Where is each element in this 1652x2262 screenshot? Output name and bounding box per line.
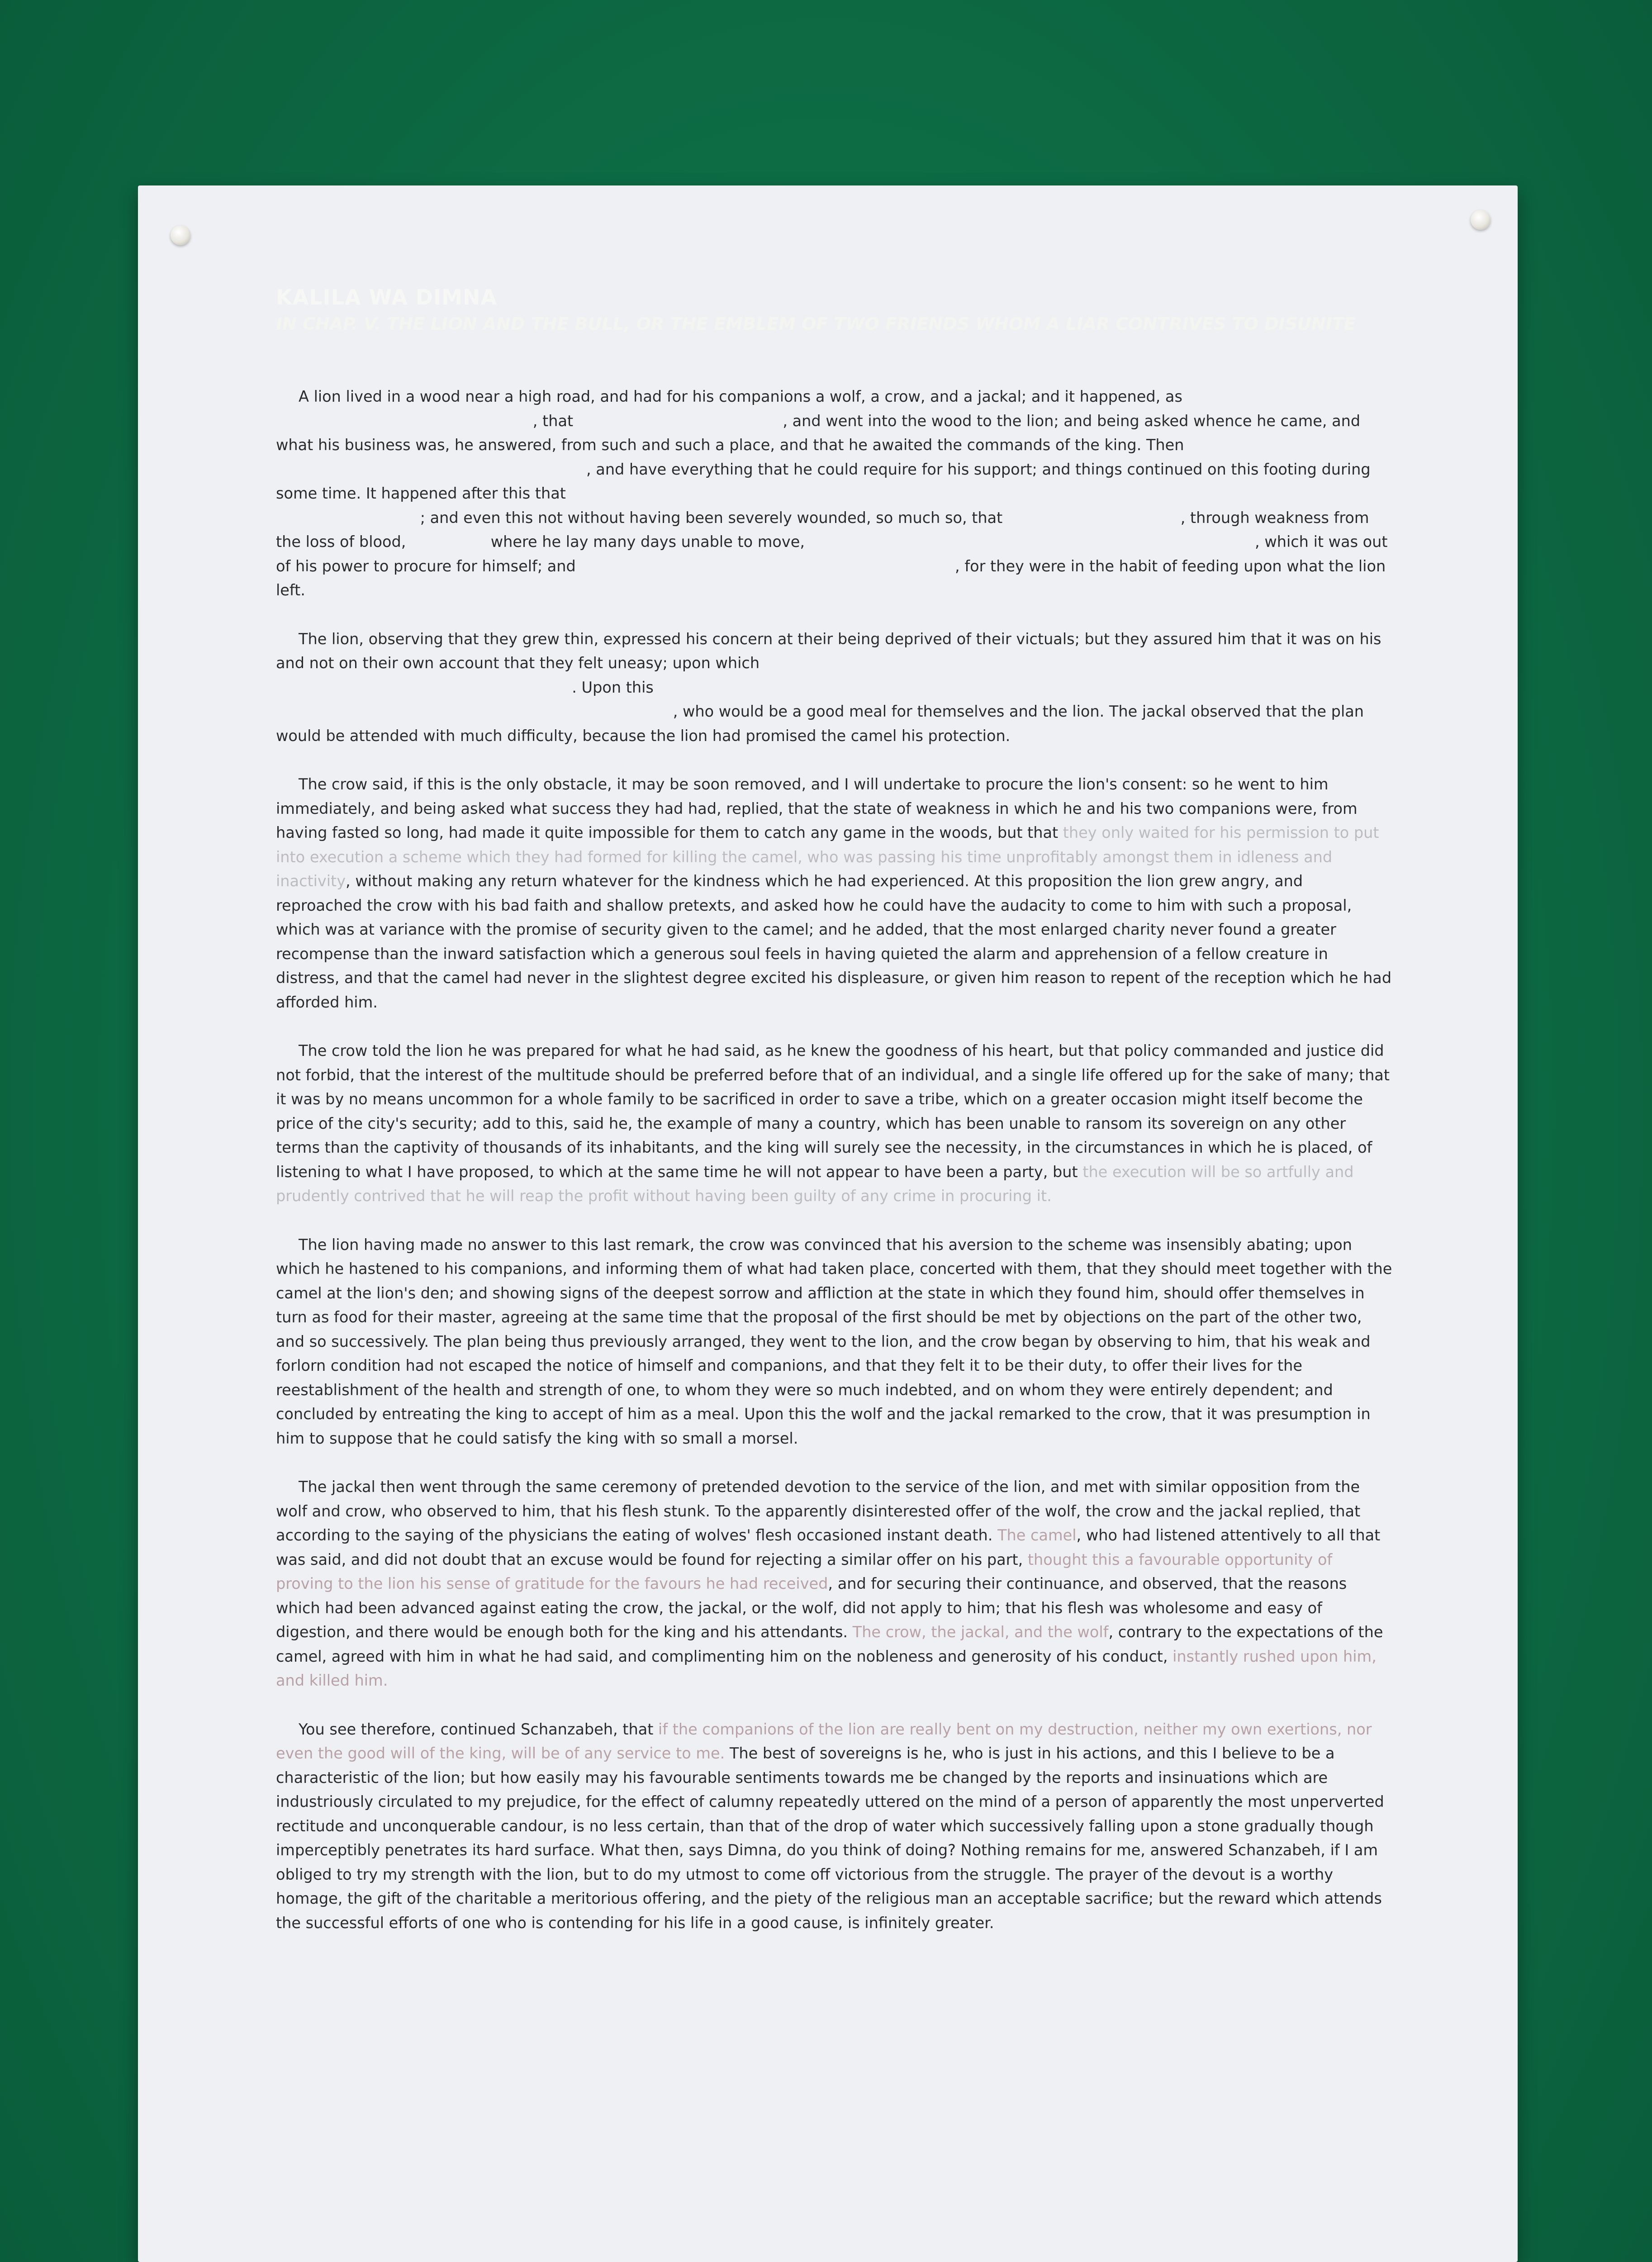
paragraph-text: The crow said, if this is the only obstacle, it may be soon removed, and I will undertake to procure the lion's consent: so he went to him immediately, and being asked what success they had had, replied, that the state of weakness in which he and his two companions were, from having fasted so long, had made it quite impossible for them to catch any game in the woods, but that <box>276 775 1358 841</box>
faded-text: to his den <box>411 533 486 551</box>
paragraph-text: , contrary to the expectations of the camel, agreed with him in what he had said, and complimenting him on the nobleness and generosity of his conduct, <box>276 1623 1383 1665</box>
paragraph-text: The crow told the lion he was prepared for what he had said, as he knew the goodness of his heart, but that policy commanded and justice did not forbid, that the interest of the multitude should be preferred before that of an individual, and a single life offered up for the sake of many; that it was by no means uncommon for a whole family to be sacrificed in order to save a tribe, which on a greater occasion might itself become the price of the city's security; add to this, said he, the example of many a country, which has been unable to ransom its sovereign on any other terms than the captivity of thousands of its inhabitants, and the king will surely see the necessity, in the circumstances in which he is placed, of listening to what I have proposed, to which at the same time he will not appear to have been a party, but <box>276 1042 1390 1181</box>
paragraph <box>276 1475 1393 1693</box>
paragraph <box>276 627 1393 748</box>
paragraph-text: , and have everything that he could require for his support; and things continued on this footing during some time. It happened after this that <box>276 460 1371 502</box>
faded-text: and to the great distress of his companions unable to hunt <box>809 533 1255 551</box>
paragraph-text: , and went into the wood to the lion; and being asked whence he came, and what his business was, he answered, from such and such a place, and that he awaited the commands of the king. Then <box>276 412 1361 454</box>
paragraph-text: . Upon this <box>572 678 659 696</box>
faded-text: the lion promised him, that he should remain in perfect security <box>276 436 1360 478</box>
faded-text: the wolf, the crow, and the jackal fared equally ill <box>580 557 955 575</box>
paragraph <box>276 385 1393 603</box>
paragraph-text: , that <box>532 412 578 430</box>
paragraph <box>276 1039 1393 1208</box>
faded-text: the execution will be so artfully and prudently contrived that he will reap the profit without having been guilty of any crime in procuring it. <box>276 1163 1354 1205</box>
paragraph-text: , which it was out of his power to procure for himself; and <box>276 533 1388 575</box>
paragraph-text: , and for securing their continuance, and observed, that the reasons which had been advanced against eating the crow, the jackal, or the wolf, did not apply to him; that his flesh was wholesome and easy of digestion, and there would be enough both for the king and his attendants. <box>276 1575 1347 1641</box>
paragraph-text: , through weakness from the loss of blood, <box>276 508 1369 551</box>
paragraph <box>276 1233 1393 1451</box>
faded-text: if the companions of the lion are really bent on my destruction, neither my own exertions, nor even the good will of the king, will be of any service to me. <box>276 1720 1372 1762</box>
faded-text: The crow, the jackal, and the wolf <box>852 1623 1109 1641</box>
paragraph-text: The lion having made no answer to this last remark, the crow was convinced that his aversion to the scheme was insensibly abating; upon which he hastened to his companions, and informing them of what had taken place, concerted with them, that they should meet together with the camel at the lion's den; and showing signs of the deepest sorrow and affliction at the state in which they found him, should offer themselves in turn as food for their master, agreeing at the same time that the proposal of the first should be met by objections on the part of the other two, and so successively. The plan being thus previously arranged, they went to the lion, and the crow began by observing to him, that his weak and forlorn condition had not escaped the notice of himself and companions, and that they felt it to be their duty, to offer their lives for the reestablishment of the health and strength of one, to whom they were so much indebted, and on whom they were entirely dependent; and concluded by entreating the king to accept of him as a meal. Upon this the wolf and the jackal remarked to the crow, that it was presumption in him to suppose that he could satisfy the king with so small a morsel. <box>276 1236 1392 1447</box>
faded-text: thought this a favourable opportunity of proving to the lion his sense of gratitude for the favours he had received <box>276 1550 1333 1592</box>
faded-text: he returned exhausted <box>1007 508 1181 527</box>
paragraph-text: where he lay many days unable to move, <box>486 533 810 551</box>
paragraph-text: , for they were in the habit of feeding upon what the lion left. <box>276 557 1386 599</box>
text-body <box>276 385 1393 2194</box>
faded-text: one of them stayed behind <box>578 412 783 430</box>
paragraph-text: You see therefore, continued Schanzabeh, that <box>299 1720 659 1738</box>
paragraph-text: , who would be a good meal for themselves and the lion. The jackal observed that the plan would be attended with much difficulty, because the lion had promised the camel his protection. <box>276 703 1364 745</box>
faded-text: the wolf, the crow, and the jackal went forth, and consulted together what was to be done, and they thought proper to propose to devour the camel <box>276 678 1382 720</box>
paragraph-text: The best of sovereigns is he, who is just in his actions, and this I believe to be a characteristic of the lion; but how easily may his favourable sentiments towards me be changed by the reports and insinuations which are industriously circulated to my prejudice, for the effect of calumny repeatedly uttered on the mind of a person of apparently the most unperverted rectitude and unconquerable candour, is no less certain, than that of the drop of water which successively falling upon a stone gradually though imperceptibly penetrates its hard surface. What then, says Dimna, do you think of doing? Nothing remains for me, answered Schanzabeh, if I am obliged to try my strength with the lion, but to do my utmost to come off victorious from the struggle. The prayer of the devout is a worthy homage, the gift of the charitable a meritorious offering, and the piety of the religious man an acceptable sacrifice; but the reward which attends the successful efforts of one who is contending for his life in a good cause, is infinitely greater. <box>276 1744 1384 1932</box>
paragraph-text: , without making any return whatever for the kindness which he had experienced. At this proposition the lion grew angry, and reproached the crow with his bad faith and shallow pretexts, and asked how he could have the audacity to come to him with such a proposal, which was at variance with the promise of security given to the camel; and he added, that the most enlarged charity never found a greater recompense than the inward satisfaction which a generous soul feels in having quieted the alarm and apprehension of a fellow creature in distress, and that the camel had never in the slightest degree excited his displeasure, or given him reason to repent of the reception which he had afforded him. <box>276 872 1392 1011</box>
paragraph <box>276 772 1393 1014</box>
faded-text: he thanked them for their attachment and desired them to go out and look for a fresh game for him and for themselves <box>276 654 1374 696</box>
faded-text: they only waited for his permission to put into execution a scheme which they had formed for killing the camel, who was passing his time unprofitably amongst them in idleness and inactivity <box>276 824 1379 890</box>
pushpin-icon <box>171 225 190 245</box>
paragraph-text: , who had listened attentively to all that was said, and did not doubt that an excuse would be found for rejecting a similar offer on his part, <box>276 1526 1381 1568</box>
paper-sheet <box>138 185 1518 2262</box>
faded-text: a merchant passed along the road with a number of camels <box>276 388 1380 430</box>
paragraph-text: The lion, observing that they grew thin, expressed his concern at their being deprived of their victuals; but they assured him that it was on his and not on their own account that they felt uneasy; upon which <box>276 630 1381 672</box>
faded-text: The camel <box>997 1526 1077 1544</box>
pushpin-icon <box>1471 210 1491 230</box>
faded-text: instantly rushed upon him, and killed him. <box>276 1647 1377 1689</box>
paragraph-text: A lion lived in a wood near a high road, and had for his companions a wolf, a crow, and a jackal; and it happened, as <box>299 388 1187 405</box>
paragraph-text: The jackal then went through the same ceremony of pretended devotion to the service of the lion, and met with similar opposition from the wolf and crow, who observed to him, that his flesh stunk. To the apparently disinterested offer of the wolf, the crow and the jackal replied, that according to the saying of the physicians the eating of wolves' flesh occasioned instant death. <box>276 1478 1361 1544</box>
page-title: KALILA WA DIMNA <box>276 285 498 309</box>
page-subtitle: IN CHAP. V. THE LION AND THE BULL, OR THE EMBLEM OF TWO FRIENDS WHOM A LIAR CONTRIVES TO DISUNITE <box>276 314 1356 334</box>
paragraph-text: ; and even this not without having been severely wounded, so much so, that <box>420 508 1007 527</box>
faded-text: the lion went out one day to procure food, and engaged with an elephant, from which he had great difficulty to escape <box>276 485 1324 527</box>
paragraph <box>276 1717 1393 1935</box>
